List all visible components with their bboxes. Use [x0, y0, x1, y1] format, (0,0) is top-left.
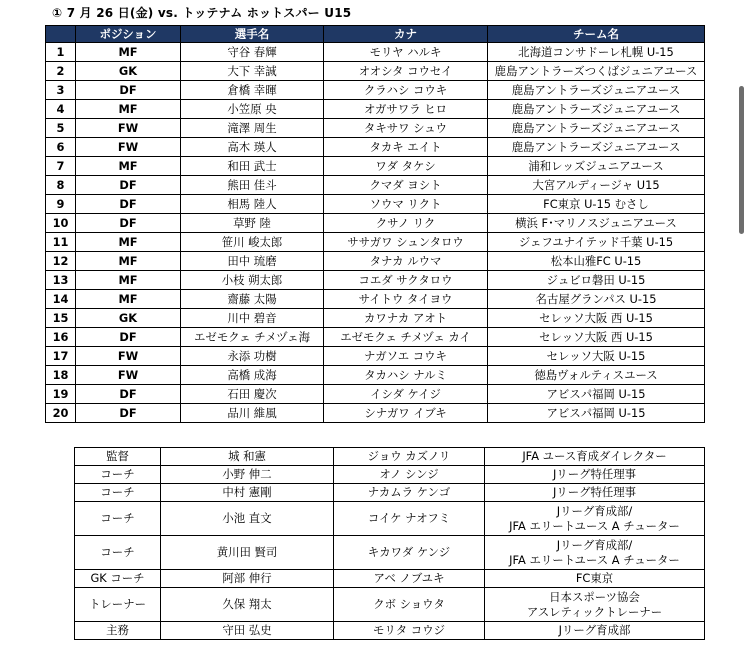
- player-team: 鹿島アントラーズジュニアユース: [488, 100, 705, 119]
- player-team: セレッソ大阪 西 U-15: [488, 309, 705, 328]
- player-kana: ソウマ リクト: [324, 195, 488, 214]
- player-kana: コエダ サクタロウ: [324, 271, 488, 290]
- staff-affiliation: [485, 588, 705, 622]
- table-row: [46, 81, 705, 100]
- page-title: ① 7 月 26 日(金) vs. トッテナム ホットスパー U15: [52, 6, 352, 20]
- staff-kana: オノ シンジ: [334, 466, 485, 484]
- player-number: 12: [46, 252, 76, 271]
- player-kana: カワナカ アオト: [324, 309, 488, 328]
- staff-kana: ナカムラ ケンゴ: [334, 484, 485, 502]
- table-row: [46, 366, 705, 385]
- player-kana: イシダ ケイジ: [324, 385, 488, 404]
- player-team: 横浜 F･マリノスジュニアユース: [488, 214, 705, 233]
- player-number: 8: [46, 176, 76, 195]
- player-kana: ナガソエ コウキ: [324, 347, 488, 366]
- player-team: 鹿島アントラーズつくばジュニアユース: [488, 62, 705, 81]
- staff-affiliation-line: JFA エリートユース A チューター: [509, 518, 680, 533]
- player-team: セレッソ大阪 西 U-15: [488, 328, 705, 347]
- player-team: 大宮アルディージャ U15: [488, 176, 705, 195]
- staff-role: コーチ: [75, 536, 161, 570]
- table-row: [75, 484, 705, 502]
- player-number: 7: [46, 157, 76, 176]
- header-number: [46, 26, 76, 43]
- player-number: 11: [46, 233, 76, 252]
- player-name: 倉橋 幸暉: [181, 81, 324, 100]
- player-position: MF: [76, 43, 181, 62]
- table-row: [46, 157, 705, 176]
- staff-name: 城 和憲: [161, 448, 334, 466]
- player-team: 北海道コンサドーレ札幌 U-15: [488, 43, 705, 62]
- player-name: 大下 幸誠: [181, 62, 324, 81]
- player-position: DF: [76, 404, 181, 423]
- staff-affiliation: [485, 466, 705, 484]
- player-position: MF: [76, 233, 181, 252]
- table-row: [46, 62, 705, 81]
- player-number: 6: [46, 138, 76, 157]
- player-kana: クサノ リク: [324, 214, 488, 233]
- player-kana: タキサワ シュウ: [324, 119, 488, 138]
- staff-affiliation-line: Jリーグ育成部/: [556, 537, 633, 552]
- staff-affiliation: [485, 484, 705, 502]
- table-row: [75, 502, 705, 536]
- player-kana: オガサワラ ヒロ: [324, 100, 488, 119]
- staff-affiliation-line: 日本スポーツ協会: [549, 589, 640, 604]
- player-kana: タナカ ルウマ: [324, 252, 488, 271]
- player-position: GK: [76, 62, 181, 81]
- staff-role: コーチ: [75, 502, 161, 536]
- header-player-name: 選手名: [181, 26, 324, 43]
- player-position: DF: [76, 81, 181, 100]
- staff-name: 小池 直文: [161, 502, 334, 536]
- player-kana: クマダ ヨシト: [324, 176, 488, 195]
- table-row: [46, 176, 705, 195]
- player-position: MF: [76, 100, 181, 119]
- player-name: 齋藤 太陽: [181, 290, 324, 309]
- player-kana: ワダ タケシ: [324, 157, 488, 176]
- table-row: [75, 448, 705, 466]
- player-position: GK: [76, 309, 181, 328]
- player-number: 18: [46, 366, 76, 385]
- staff-affiliation-line: JFA エリートユース A チューター: [509, 552, 680, 567]
- staff-affiliation-line: Jリーグ育成部: [558, 623, 631, 637]
- table-row: [46, 328, 705, 347]
- player-position: MF: [76, 271, 181, 290]
- player-name: 滝澤 周生: [181, 119, 324, 138]
- table-row: [75, 588, 705, 622]
- table-row: [46, 138, 705, 157]
- table-row: [46, 385, 705, 404]
- player-number: 1: [46, 43, 76, 62]
- staff-name: 守田 弘史: [161, 622, 334, 640]
- staff-affiliation-line: アスレティックトレーナー: [526, 604, 663, 619]
- player-position: FW: [76, 138, 181, 157]
- player-number: 19: [46, 385, 76, 404]
- player-kana: タカキ エイト: [324, 138, 488, 157]
- player-team: 徳島ヴォルティスユース: [488, 366, 705, 385]
- table-header-row: [46, 26, 705, 43]
- table-row: [46, 404, 705, 423]
- staff-affiliation: [485, 570, 705, 588]
- table-row: [46, 233, 705, 252]
- player-team: セレッソ大阪 U-15: [488, 347, 705, 366]
- staff-kana: クボ ショウタ: [334, 588, 485, 622]
- table-row: [46, 100, 705, 119]
- player-team: 名古屋グランパス U-15: [488, 290, 705, 309]
- staff-name: 黄川田 賢司: [161, 536, 334, 570]
- player-name: 川中 碧音: [181, 309, 324, 328]
- player-kana: サイトウ タイヨウ: [324, 290, 488, 309]
- player-name: エゼモクェ チメヅェ海: [181, 328, 324, 347]
- staff-kana: コイケ ナオフミ: [334, 502, 485, 536]
- player-number: 14: [46, 290, 76, 309]
- player-name: 相馬 陸人: [181, 195, 324, 214]
- staff-kana: アベ ノブユキ: [334, 570, 485, 588]
- table-row: [46, 347, 705, 366]
- player-kana: タカハシ ナルミ: [324, 366, 488, 385]
- player-team: 浦和レッズジュニアユース: [488, 157, 705, 176]
- staff-role: GK コーチ: [75, 570, 161, 588]
- table-row: [75, 622, 705, 640]
- player-kana: クラハシ コウキ: [324, 81, 488, 100]
- table-row: [46, 309, 705, 328]
- player-team: ジュビロ磐田 U-15: [488, 271, 705, 290]
- player-number: 3: [46, 81, 76, 100]
- player-number: 2: [46, 62, 76, 81]
- staff-affiliation-line: Jリーグ特任理事: [552, 467, 637, 481]
- player-name: 品川 維風: [181, 404, 324, 423]
- table-row: [46, 271, 705, 290]
- table-row: [46, 195, 705, 214]
- player-name: 小枝 朔太郎: [181, 271, 324, 290]
- staff-role: トレーナー: [75, 588, 161, 622]
- staff-name: 中村 憲剛: [161, 484, 334, 502]
- player-position: DF: [76, 385, 181, 404]
- table-row: [46, 119, 705, 138]
- staff-role: コーチ: [75, 466, 161, 484]
- player-kana: オオシタ コウセイ: [324, 62, 488, 81]
- staff-affiliation: [485, 622, 705, 640]
- staff-affiliation: [485, 448, 705, 466]
- staff-affiliation: [485, 536, 705, 570]
- player-name: 笹川 峻太郎: [181, 233, 324, 252]
- staff-kana: キカワダ ケンジ: [334, 536, 485, 570]
- staff-role: 主務: [75, 622, 161, 640]
- staff-affiliation-line: Jリーグ特任理事: [552, 485, 637, 499]
- player-name: 田中 琉磨: [181, 252, 324, 271]
- staff-affiliation-line: Jリーグ育成部/: [556, 503, 633, 518]
- player-team: 松本山雅FC U-15: [488, 252, 705, 271]
- player-name: 守谷 春輝: [181, 43, 324, 62]
- player-team: ジェフユナイテッド千葉 U-15: [488, 233, 705, 252]
- player-position: DF: [76, 176, 181, 195]
- staff-affiliation-line: FC東京: [575, 571, 614, 585]
- player-position: MF: [76, 290, 181, 309]
- player-number: 5: [46, 119, 76, 138]
- player-name: 高木 瑛人: [181, 138, 324, 157]
- staff-name: 阿部 伸行: [161, 570, 334, 588]
- player-number: 10: [46, 214, 76, 233]
- player-number: 16: [46, 328, 76, 347]
- player-position: DF: [76, 328, 181, 347]
- player-name: 熊田 佳斗: [181, 176, 324, 195]
- staff-name: 久保 翔太: [161, 588, 334, 622]
- player-position: DF: [76, 195, 181, 214]
- player-position: FW: [76, 366, 181, 385]
- player-team: アビスパ福岡 U-15: [488, 404, 705, 423]
- header-kana: カナ: [324, 26, 488, 43]
- player-team: 鹿島アントラーズジュニアユース: [488, 119, 705, 138]
- player-name: 草野 陸: [181, 214, 324, 233]
- table-row: [46, 43, 705, 62]
- player-position: DF: [76, 214, 181, 233]
- table-row: [75, 536, 705, 570]
- player-number: 20: [46, 404, 76, 423]
- player-team: FC東京 U-15 むさし: [488, 195, 705, 214]
- header-position: ポジション: [76, 26, 181, 43]
- player-team: 鹿島アントラーズジュニアユース: [488, 81, 705, 100]
- player-number: 9: [46, 195, 76, 214]
- player-name: 和田 武士: [181, 157, 324, 176]
- vertical-scrollbar[interactable]: [739, 86, 744, 234]
- table-row: [75, 570, 705, 588]
- staff-affiliation-line: JFA ユース育成ダイレクター: [522, 449, 667, 463]
- player-number: 15: [46, 309, 76, 328]
- player-team: 鹿島アントラーズジュニアユース: [488, 138, 705, 157]
- staff-role: 監督: [75, 448, 161, 466]
- player-name: 永添 功樹: [181, 347, 324, 366]
- player-roster-table: [45, 25, 705, 423]
- player-number: 13: [46, 271, 76, 290]
- table-row: [46, 252, 705, 271]
- player-position: FW: [76, 119, 181, 138]
- staff-role: コーチ: [75, 484, 161, 502]
- table-row: [46, 214, 705, 233]
- staff-table: [74, 447, 705, 640]
- table-row: [46, 290, 705, 309]
- player-position: MF: [76, 252, 181, 271]
- player-name: 高橋 成海: [181, 366, 324, 385]
- header-team-name: チーム名: [488, 26, 705, 43]
- staff-kana: モリタ コウジ: [334, 622, 485, 640]
- player-team: アビスパ福岡 U-15: [488, 385, 705, 404]
- player-kana: エゼモクェ チメヅェ カイ: [324, 328, 488, 347]
- table-row: [75, 466, 705, 484]
- player-position: FW: [76, 347, 181, 366]
- player-kana: ササガワ シュンタロウ: [324, 233, 488, 252]
- staff-affiliation: [485, 502, 705, 536]
- player-kana: シナガワ イブキ: [324, 404, 488, 423]
- player-number: 4: [46, 100, 76, 119]
- player-name: 石田 慶次: [181, 385, 324, 404]
- player-number: 17: [46, 347, 76, 366]
- player-position: MF: [76, 157, 181, 176]
- player-name: 小笠原 央: [181, 100, 324, 119]
- player-kana: モリヤ ハルキ: [324, 43, 488, 62]
- staff-name: 小野 伸二: [161, 466, 334, 484]
- staff-kana: ジョウ カズノリ: [334, 448, 485, 466]
